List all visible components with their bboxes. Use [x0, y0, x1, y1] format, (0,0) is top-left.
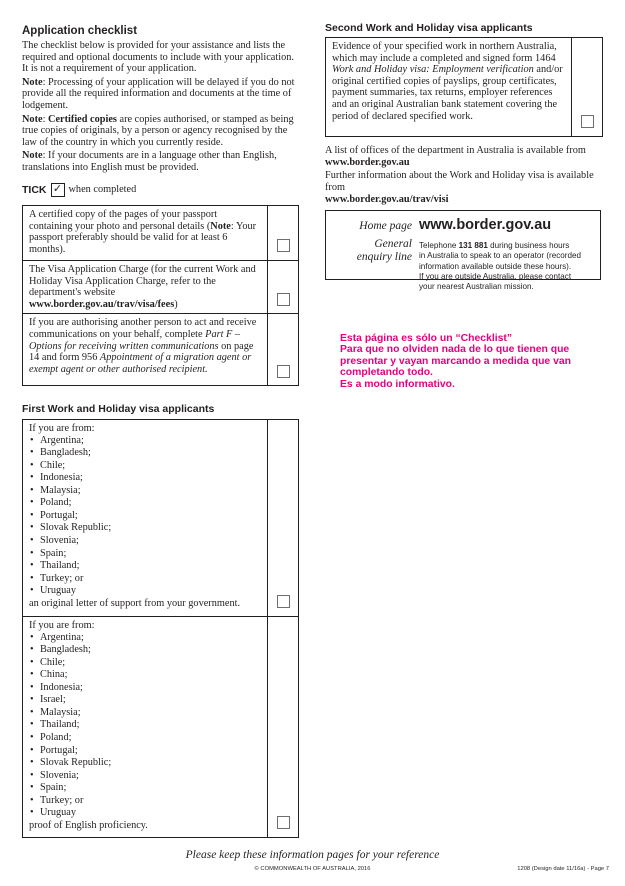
form-code: 1208 (Design date 11/16a) - Page 7 [517, 866, 609, 872]
authorise-checkbox[interactable] [277, 365, 290, 378]
country-list-item: • Slovak Republic; [29, 522, 262, 535]
checklist-row-visa-charge [23, 261, 299, 314]
enquiry-line-5: your nearest Australian mission. [419, 282, 534, 292]
annotation-line: Para que no olviden nada de lo que tienen que [340, 344, 570, 356]
english-proficiency-intro: If you are from: [29, 620, 95, 631]
country-list-item: • Uruguay [29, 807, 262, 820]
annotation-line: Es a modo informativo. [340, 378, 455, 390]
spanish-annotation [340, 333, 610, 390]
country-list-item: • Bangladesh; [29, 447, 262, 460]
passport-item-text: A certified copy of the pages of your passport containing your photo and personal details (Note: Your passport preferably should be valid for at least 6 months). [23, 206, 268, 261]
country-list-item: • Indonesia; [29, 472, 262, 485]
passport-checkbox-cell [268, 206, 299, 261]
support-letter-checkbox-cell [268, 420, 299, 617]
enquiry-phone-number: 131 881 [458, 241, 488, 250]
right-column [325, 0, 603, 886]
intro-block [22, 40, 299, 197]
further-info-link[interactable]: www.border.gov.au/trav/visi [325, 194, 449, 205]
country-list-item: • Spain; [29, 548, 262, 561]
country-list-item: • Thailand; [29, 560, 262, 573]
support-letter-checkbox[interactable] [277, 595, 290, 608]
country-list-item: • Malaysia; [29, 485, 262, 498]
specified-work-checkbox-cell [572, 38, 603, 137]
english-proficiency-outro: proof of English proficiency. [29, 819, 148, 831]
english-proficiency-row [23, 617, 299, 838]
country-list-item: • Turkey; or [29, 573, 262, 586]
checklist-row-passport [23, 206, 299, 261]
tick-example-checkbox: ✓ [51, 183, 65, 197]
enquiry-line-3: information available outside these hours). [419, 261, 572, 271]
country-list-item: • Chile; [29, 460, 262, 473]
country-list-item: • Uruguay [29, 585, 262, 598]
country-list-item: • Turkey; or [29, 795, 262, 808]
country-list-item: • Slovenia; [29, 770, 262, 783]
enquiry-line-label: General enquiry line [356, 238, 412, 263]
support-letter-row [23, 420, 299, 617]
enquiry-line-4: If you are outside Australia, please contact [419, 271, 572, 281]
specified-work-item-text: Evidence of your specified work in northern Australia, which may include a completed and signed form 1464 Work and Holiday visa: Employment verification and/or original certified copies of payslips, group certificates, payment summaries, tax returns, employer references and an original Australian bank statement covering the period of declared specified work. [326, 38, 572, 137]
tick-instruction [22, 183, 299, 197]
english-proficiency-item-text [23, 617, 268, 838]
second-applicants-table [325, 37, 603, 137]
note-processing: Note: Processing of your application will be delayed if you do not provide all the required information and documents at the time of lodgement. [22, 76, 295, 111]
country-list-item: • Slovak Republic; [29, 757, 262, 770]
country-list-item: • Slovenia; [29, 535, 262, 548]
support-letter-outro: an original letter of support from your government. [29, 597, 241, 609]
support-letter-country-list [29, 435, 262, 598]
enquiry-line-2: in Australia to speak to an operator (recorded [419, 251, 581, 261]
passport-checkbox[interactable] [277, 239, 290, 252]
english-proficiency-checkbox[interactable] [277, 816, 290, 829]
enquiry-phone-line: Telephone 131 881 during business hours [419, 241, 570, 250]
enquiry-details [419, 241, 599, 292]
country-list-item: • Israel; [29, 694, 262, 707]
annotation-line: completando todo. [340, 367, 433, 379]
checklist-row-authorise [23, 314, 299, 386]
country-list-item: • Thailand; [29, 719, 262, 732]
country-list-item: • Poland; [29, 497, 262, 510]
note-translations: Note: If your documents are in a language other than English, translations into English must be provided. [22, 150, 277, 173]
further-info: Further information about the Work and Holiday visa is available from www.border.gov.au/trav/visi [325, 170, 594, 205]
tick-label: TICK [22, 183, 47, 196]
english-proficiency-country-list [29, 632, 262, 820]
annotation-line: Esta página es sólo un “Checklist” [340, 333, 513, 344]
country-list-item: • Argentina; [29, 632, 262, 645]
home-page-url[interactable]: www.border.gov.au [419, 217, 552, 233]
annotation-line: presentar y vayan marcando a medida que van [340, 355, 571, 367]
first-applicants-table [22, 419, 299, 838]
support-letter-item-text [23, 420, 268, 617]
intro-paragraph: The checklist below is provided for your assistance and lists the required and optional documents to include with your application. It is not a requirement of your application. [22, 40, 294, 75]
offices-info: A list of offices of the department in Australia is available from www.border.gov.au [325, 145, 586, 168]
country-list-item: • Bangladesh; [29, 644, 262, 657]
first-applicants-heading: First Work and Holiday visa applicants [22, 403, 215, 415]
country-list-item: • Portugal; [29, 745, 262, 758]
keep-pages-notice: Please keep these information pages for your reference [185, 849, 440, 861]
country-list-item: • Malaysia; [29, 707, 262, 720]
specified-work-row [326, 38, 603, 137]
country-list-item: • Portugal; [29, 510, 262, 523]
home-page-label: Home page [359, 220, 412, 232]
support-letter-intro: If you are from: [29, 423, 95, 434]
application-checklist-heading: Application checklist [22, 25, 138, 37]
visa-charge-item-text: The Visa Application Charge (for the current Work and Holiday Visa Application Charge, refer to the department's website www.border.gov.au/trav/visa/fees) [23, 261, 268, 314]
visa-fees-link[interactable]: www.border.gov.au/trav/visa/fees [29, 298, 175, 310]
english-proficiency-checkbox-cell [268, 617, 299, 838]
authorise-item-text: If you are authorising another person to act and receive communications on your behalf, complete Part F – Options for receiving written communications on page 14 and form 956 Appointment of a migration agent or exempt agent or other authorised recipient. [23, 314, 268, 386]
visa-charge-checkbox-cell [268, 261, 299, 314]
contact-box [325, 210, 601, 292]
visa-charge-checkbox[interactable] [277, 293, 290, 306]
country-list-item: • China; [29, 669, 262, 682]
country-list-item: • Spain; [29, 782, 262, 795]
country-list-item: • Indonesia; [29, 682, 262, 695]
authorise-checkbox-cell [268, 314, 299, 386]
specified-work-checkbox[interactable] [581, 115, 594, 128]
second-applicants-heading: Second Work and Holiday visa applicants [325, 22, 533, 34]
general-checklist-table [22, 205, 299, 386]
country-list-item: • Chile; [29, 657, 262, 670]
country-list-item: • Poland; [29, 732, 262, 745]
offices-link[interactable]: www.border.gov.au [325, 157, 410, 168]
tick-suffix: when completed [68, 184, 137, 196]
further-info-block [325, 145, 603, 206]
country-list-item: • Argentina; [29, 435, 262, 448]
copyright-notice: © COMMONWEALTH OF AUSTRALIA, 2016 [254, 866, 371, 872]
note-certified-copies: Note: Certified copies are copies authorised, or stamped as being true copies of originals, by a person or agency recognised by the law of the country in which you currently reside. [22, 113, 294, 148]
